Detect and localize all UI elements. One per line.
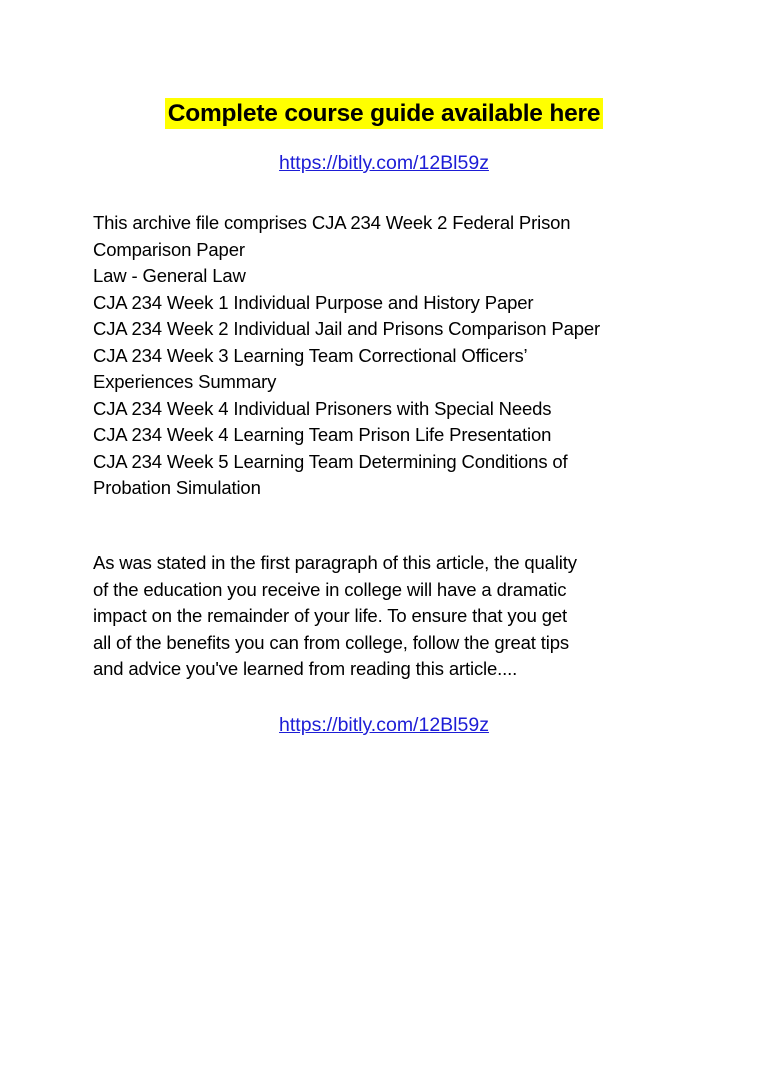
text-line: Comparison Paper	[93, 238, 245, 260]
text-line: Probation Simulation	[93, 477, 261, 498]
text-line: CJA 234 Week 2 Individual Jail and Prisons Comparison Paper	[93, 318, 601, 339]
course-guide-link-top[interactable]: https://bitly.com/12Bl59z	[279, 152, 489, 174]
text-line: Law - General Law	[93, 265, 246, 286]
description-paragraph	[93, 210, 693, 502]
text-line: CJA 234 Week 5 Learning Team Determining Conditions of	[93, 450, 568, 472]
text-line: CJA 234 Week 4 Individual Prisoners with Special Needs	[93, 397, 552, 419]
text-line: Experiences Summary	[93, 371, 277, 392]
highlighted-heading: Complete course guide available here	[165, 98, 604, 129]
text-line: CJA 234 Week 4 Learning Team Prison Life Presentation	[93, 424, 552, 445]
text-line: all of the benefits you can from college, follow the great tips	[93, 631, 569, 653]
text-line: impact on the remainder of your life. To ensure that you get	[93, 605, 567, 626]
text-line: of the education you receive in college will have a dramatic	[93, 578, 567, 600]
course-guide-link-bottom[interactable]: https://bitly.com/12Bl59z	[279, 714, 489, 736]
text-line: As was stated in the first paragraph of this article, the quality	[93, 552, 577, 573]
text-line: CJA 234 Week 1 Individual Purpose and History Paper	[93, 291, 534, 313]
text-line: This archive file comprises CJA 234 Week 2 Federal Prison	[93, 212, 571, 233]
text-line: and advice you've learned from reading this article....	[93, 658, 518, 679]
text-line: CJA 234 Week 3 Learning Team Correctional Officers’	[93, 344, 528, 366]
page-title	[0, 96, 768, 135]
closing-paragraph	[93, 550, 693, 683]
